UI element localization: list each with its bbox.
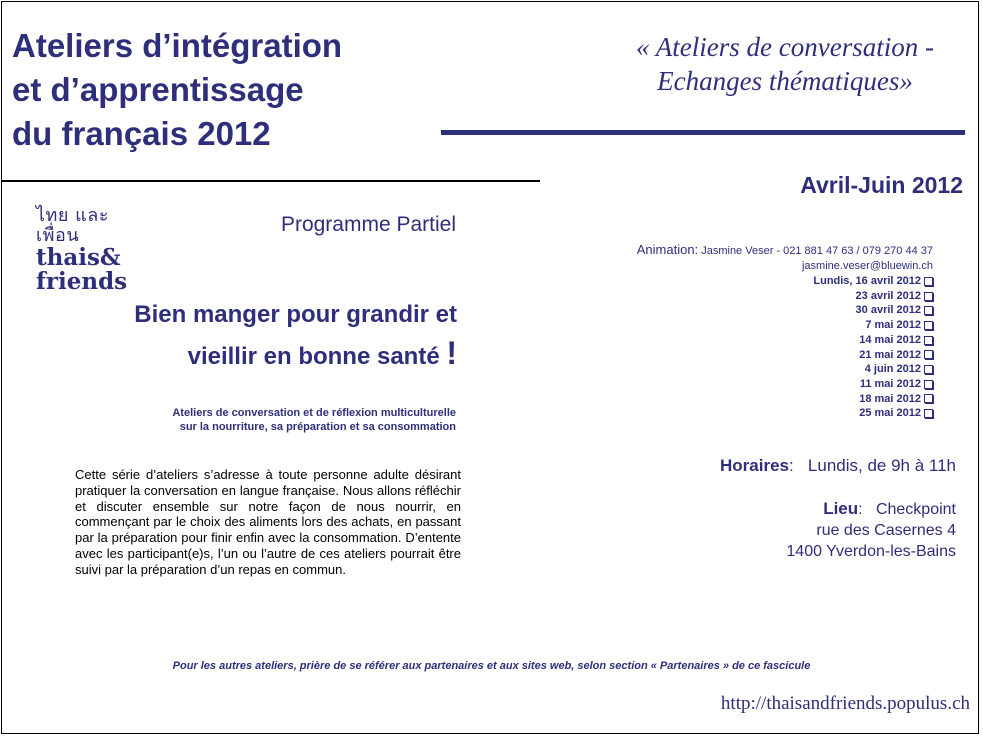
- checkbox-icon: [924, 409, 933, 418]
- programme-label: Programme Partiel: [280, 213, 456, 236]
- thais-friends-logo: [36, 205, 146, 295]
- tagline: Ateliers de conversation et de réflexion multiculturelle sur la nourriture, sa préparation et sa consommation: [172, 407, 456, 433]
- date-item: [813, 274, 933, 289]
- date-item: [813, 377, 933, 392]
- animation-block: [637, 243, 933, 273]
- checkbox-icon: [924, 365, 933, 374]
- date-text: 21 mai 2012: [859, 348, 921, 361]
- date-item: [813, 289, 933, 304]
- contact-email: jasmine.veser@bluewin.ch: [801, 259, 933, 272]
- page-title: Ateliers d’intégration et d’apprentissage du français 2012: [12, 27, 343, 152]
- date-text: 14 mai 2012: [859, 333, 921, 346]
- schedule: [720, 456, 956, 476]
- checkbox-icon: [924, 394, 933, 403]
- checkbox-icon: [924, 350, 933, 359]
- date-item: [813, 392, 933, 407]
- logo-thai-text: ไทย และ เพื่อน: [36, 205, 109, 246]
- date-item: [813, 333, 933, 348]
- logo-word-thais: thais&: [36, 244, 121, 271]
- headline-mark: !: [446, 335, 457, 371]
- date-text: 4 juin 2012: [864, 363, 921, 376]
- date-text: 11 mai 2012: [859, 377, 921, 390]
- location-sep: :: [858, 501, 863, 518]
- location-place: Checkpoint: [875, 501, 956, 518]
- location: [786, 498, 956, 562]
- period: Avril-Juin 2012: [800, 172, 963, 198]
- schedule-label: Horaires: [720, 456, 789, 475]
- location-city: 1400 Yverdon-les-Bains: [786, 543, 956, 560]
- date-text: 23 avril 2012: [855, 289, 921, 302]
- date-list: [813, 274, 933, 421]
- date-item: [813, 318, 933, 333]
- animation-contact: Jasmine Veser - 021 881 47 63 / 079 270 44 37: [701, 245, 933, 257]
- date-text: 7 mai 2012: [865, 319, 921, 332]
- date-item: [813, 348, 933, 363]
- checkbox-icon: [924, 292, 933, 301]
- animation-label: Animation:: [636, 242, 699, 257]
- checkbox-icon: [924, 277, 933, 286]
- date-item: [813, 303, 933, 318]
- checkbox-icon: [924, 336, 933, 345]
- checkbox-icon: [924, 380, 933, 389]
- checkbox-icon: [924, 306, 933, 315]
- location-label: Lieu: [823, 499, 859, 518]
- headline: [37, 296, 457, 376]
- headline-text: Bien manger pour grandir et vieillir en bonne santé: [134, 301, 457, 370]
- schedule-value: Lundis, de 9h à 11h: [807, 456, 956, 475]
- schedule-sep: :: [789, 456, 794, 475]
- subtitle: « Ateliers de conversation - Echanges thématiques»: [636, 32, 934, 96]
- date-item: [813, 406, 933, 421]
- divider-left: [2, 180, 540, 182]
- description: Cette série d’ateliers s’adresse à toute personne adulte désirant pratiquer la conversation en langue française. Nous allons réfléchir et discuter ensemble sur notre façon de nous nourrir, en commençant par le choix des aliments lors des achats, en passant par la préparation pour finir enfin avec la consommation. D’entente avec les participant(e)s, l’un ou l’autre de ces ateliers pourrait être suivi par la préparation d’un repas en commun.: [75, 467, 461, 577]
- date-text: 18 mai 2012: [859, 392, 921, 405]
- date-text: 30 avril 2012: [855, 304, 921, 317]
- date-text: 25 mai 2012: [859, 407, 921, 420]
- website-url: http://thaisandfriends.populus.ch: [720, 693, 970, 714]
- location-street: rue des Casernes 4: [816, 522, 956, 539]
- date-item: [813, 362, 933, 377]
- logo-word-friends: friends: [36, 268, 128, 295]
- footer-note: Pour les autres ateliers, prière de se référer aux partenaires et aux sites web, selon section « Partenaires » de ce fascicule: [172, 660, 811, 672]
- date-text: Lundis, 16 avril 2012: [813, 275, 921, 287]
- divider-right: [441, 130, 965, 135]
- checkbox-icon: [924, 321, 933, 330]
